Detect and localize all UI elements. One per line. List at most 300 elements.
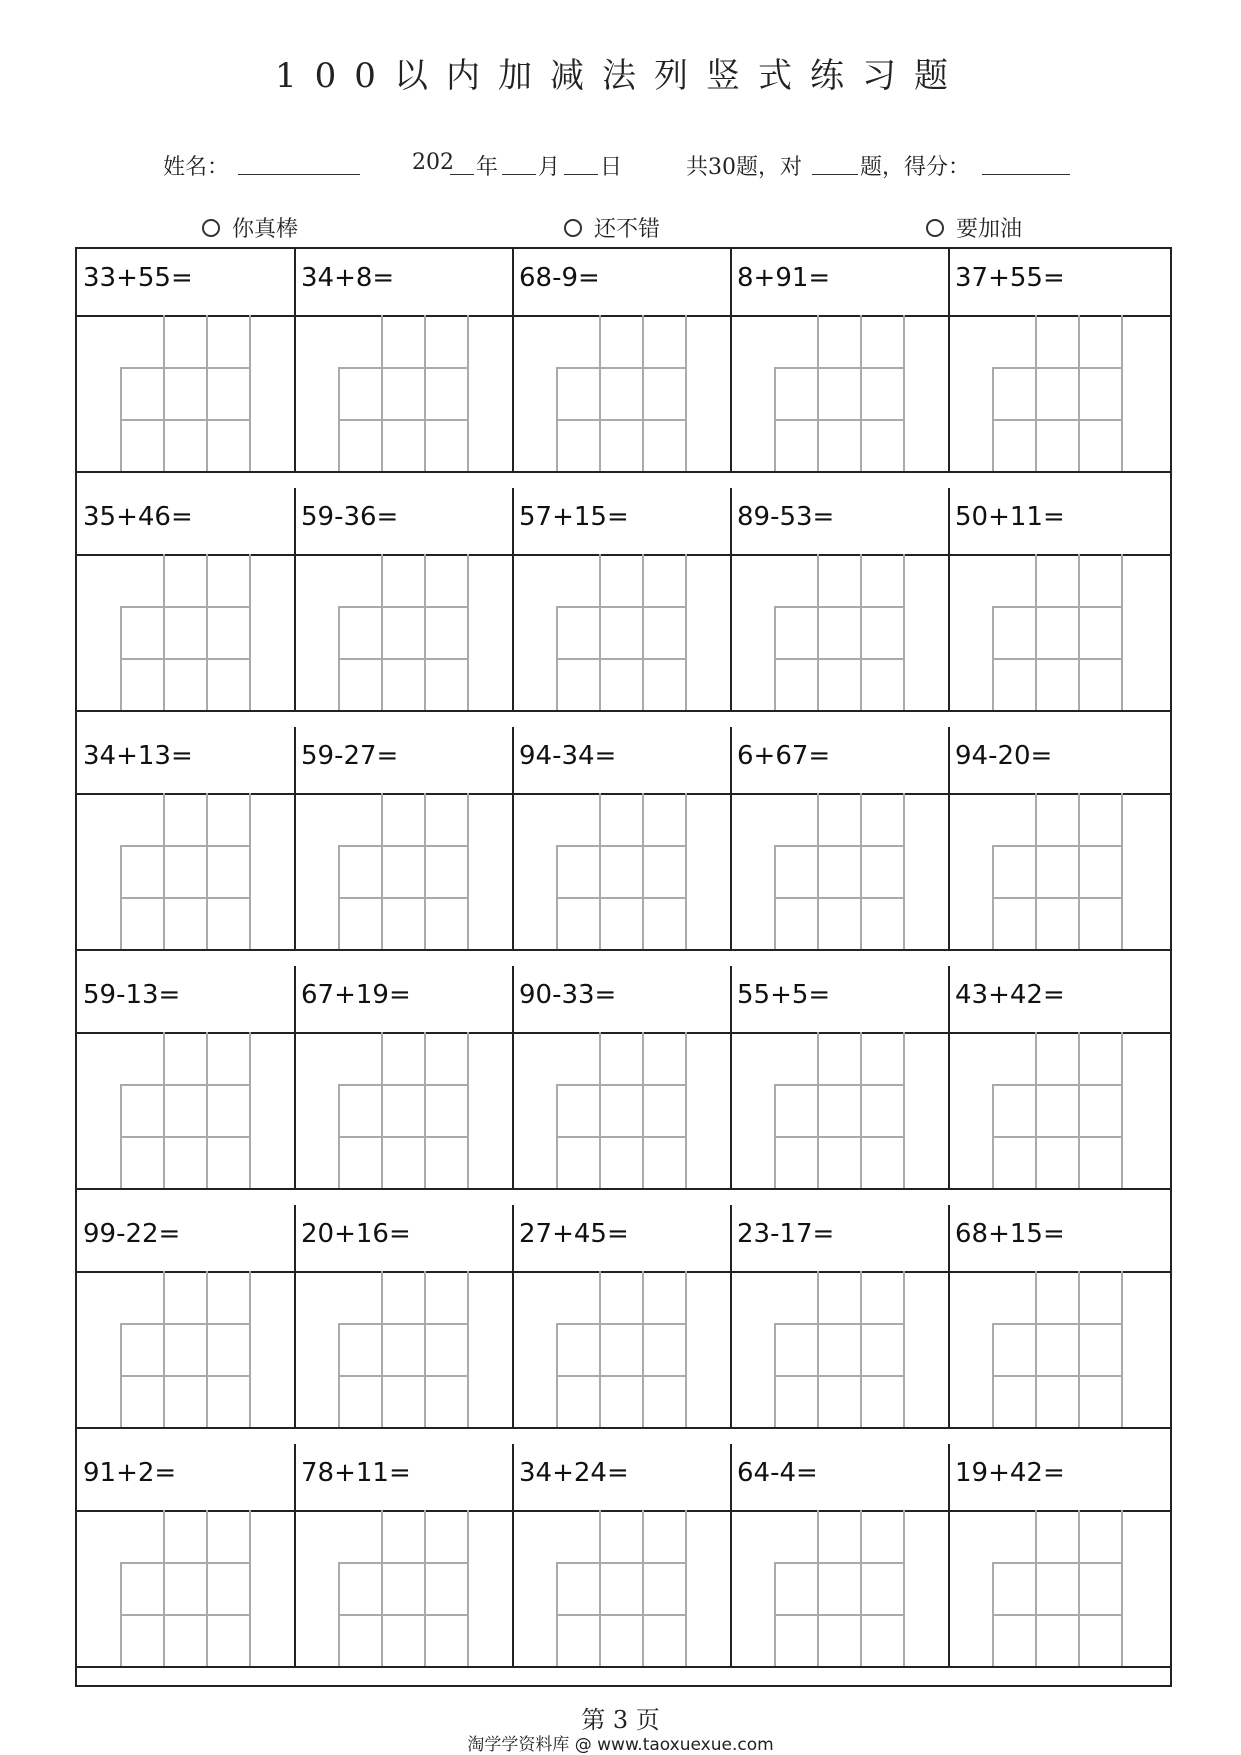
guide-line: [903, 315, 905, 471]
problem-cell: [295, 1205, 513, 1271]
vertical-calc-box[interactable]: [513, 1510, 731, 1666]
guide-line: [774, 606, 905, 608]
guide-line: [817, 1032, 819, 1188]
guide-line: [817, 554, 819, 710]
page-number: 第 3 页: [581, 1706, 660, 1734]
vertical-calc-box[interactable]: [731, 793, 949, 949]
guide-line: [163, 793, 165, 949]
column-divider: [294, 315, 296, 471]
year-label: 年: [476, 155, 499, 180]
guide-line: [424, 315, 426, 471]
guide-line: [1121, 1510, 1123, 1666]
problem-text: 67+19=: [301, 980, 411, 1010]
column-divider: [730, 488, 732, 554]
column-divider: [730, 1510, 732, 1666]
guide-line: [381, 1510, 383, 1666]
guide-line: [381, 554, 383, 710]
guide-line: [381, 315, 383, 471]
guide-line: [774, 1084, 905, 1086]
guide-line: [817, 1510, 819, 1666]
guide-line: [599, 1271, 601, 1427]
problem-text: 20+16=: [301, 1219, 411, 1249]
guide-line: [120, 658, 251, 660]
work-area-row: [77, 554, 1170, 712]
guide-line: [1121, 315, 1123, 471]
work-area-row: [77, 793, 1170, 951]
problem-label-row: [77, 249, 1170, 317]
problem-text: 90-33=: [519, 980, 617, 1010]
column-divider: [948, 1271, 950, 1427]
guide-line: [1121, 1032, 1123, 1188]
guide-line: [206, 793, 208, 949]
guide-line: [642, 315, 644, 471]
column-divider: [294, 488, 296, 554]
work-area-row: [77, 315, 1170, 473]
column-divider: [294, 1205, 296, 1271]
vertical-calc-box[interactable]: [949, 1510, 1170, 1666]
guide-line: [424, 1032, 426, 1188]
guide-line: [163, 1271, 165, 1427]
vertical-calc-box[interactable]: [77, 1271, 295, 1427]
guide-line: [467, 1271, 469, 1427]
column-divider: [294, 1444, 296, 1510]
guide-line: [556, 1375, 687, 1377]
guide-line: [120, 897, 251, 899]
column-divider: [512, 554, 514, 710]
column-divider: [730, 1444, 732, 1510]
guide-line: [381, 1032, 383, 1188]
vertical-calc-box[interactable]: [77, 1032, 295, 1188]
column-divider: [948, 966, 950, 1032]
guide-line: [1035, 315, 1037, 471]
rating-option-good[interactable]: 还不错: [564, 212, 660, 243]
guide-line: [1078, 1271, 1080, 1427]
vertical-calc-box[interactable]: [949, 1032, 1170, 1188]
guide-line: [903, 1271, 905, 1427]
column-divider: [730, 315, 732, 471]
guide-line: [1078, 793, 1080, 949]
problem-cell: [295, 249, 513, 315]
problem-text: 78+11=: [301, 1458, 411, 1488]
guide-line: [685, 1271, 687, 1427]
guide-line: [1035, 554, 1037, 710]
column-divider: [948, 488, 950, 554]
vertical-calc-box[interactable]: [77, 315, 295, 471]
guide-line: [556, 419, 687, 421]
guide-line: [556, 606, 687, 608]
guide-line: [992, 1614, 1123, 1616]
vertical-calc-box[interactable]: [295, 554, 513, 710]
day-blank: [564, 150, 598, 175]
problem-cell: [731, 1444, 949, 1510]
guide-line: [992, 658, 1123, 660]
guide-line: [599, 554, 601, 710]
work-area-row: [77, 1510, 1170, 1668]
column-divider: [948, 1444, 950, 1510]
guide-line: [338, 897, 469, 899]
guide-line: [163, 1032, 165, 1188]
vertical-calc-box[interactable]: [731, 1271, 949, 1427]
correct-blank: [812, 150, 858, 175]
month-label: 月: [538, 155, 561, 180]
guide-line: [556, 1562, 687, 1564]
column-divider: [948, 554, 950, 710]
guide-line: [249, 554, 251, 710]
problem-label-row: [77, 1444, 1170, 1512]
vertical-calc-box[interactable]: [513, 1032, 731, 1188]
column-divider: [730, 1205, 732, 1271]
guide-line: [992, 845, 1123, 847]
guide-line: [424, 1510, 426, 1666]
problem-cell: [295, 966, 513, 1032]
rating-option-great[interactable]: 你真棒: [202, 212, 298, 243]
page-title: 100以内加减法列竖式练习题: [275, 56, 966, 96]
guide-line: [860, 315, 862, 471]
guide-line: [338, 367, 469, 369]
problem-text: 33+55=: [83, 263, 193, 293]
problem-text: 68-9=: [519, 263, 600, 293]
guide-line: [992, 367, 1123, 369]
guide-line: [860, 1032, 862, 1188]
guide-line: [774, 367, 905, 369]
guide-line: [1078, 1032, 1080, 1188]
guide-line: [685, 315, 687, 471]
problem-row: [77, 1205, 1170, 1445]
guide-line: [685, 793, 687, 949]
problem-label-row: [77, 966, 1170, 1034]
column-divider: [512, 315, 514, 471]
guide-line: [120, 367, 251, 369]
guide-line: [206, 1271, 208, 1427]
guide-line: [249, 1510, 251, 1666]
name-blank: [238, 150, 360, 175]
work-area-row: [77, 1271, 1170, 1429]
column-divider: [948, 1205, 950, 1271]
vertical-calc-box[interactable]: [731, 315, 949, 471]
column-divider: [948, 315, 950, 471]
guide-line: [774, 1136, 905, 1138]
guide-line: [774, 419, 905, 421]
radio-circle-icon: [926, 219, 944, 237]
guide-line: [774, 1614, 905, 1616]
guide-line: [249, 1271, 251, 1427]
problem-text: 59-36=: [301, 502, 399, 532]
column-divider: [294, 793, 296, 949]
problem-cell: [295, 488, 513, 554]
problem-text: 57+15=: [519, 502, 629, 532]
guide-line: [338, 1323, 469, 1325]
vertical-calc-box[interactable]: [513, 1271, 731, 1427]
guide-line: [860, 793, 862, 949]
column-divider: [512, 1032, 514, 1188]
vertical-calc-box[interactable]: [731, 1032, 949, 1188]
guide-line: [685, 554, 687, 710]
month-blank: [502, 150, 536, 175]
guide-line: [467, 315, 469, 471]
guide-line: [774, 897, 905, 899]
name-label: 姓名：: [163, 155, 230, 180]
guide-line: [120, 1614, 251, 1616]
problem-text: 23-17=: [737, 1219, 835, 1249]
problem-text: 59-27=: [301, 741, 399, 771]
column-divider: [512, 488, 514, 554]
problem-cell: [949, 488, 1170, 554]
column-divider: [294, 249, 296, 315]
problem-label-row: [77, 727, 1170, 795]
vertical-calc-box[interactable]: [949, 1271, 1170, 1427]
guide-line: [163, 1510, 165, 1666]
problem-cell: [731, 488, 949, 554]
problem-row: [77, 488, 1170, 728]
guide-line: [338, 1562, 469, 1564]
problem-row: [77, 727, 1170, 967]
guide-line: [992, 606, 1123, 608]
guide-line: [903, 1032, 905, 1188]
guide-line: [774, 1562, 905, 1564]
guide-line: [903, 1510, 905, 1666]
guide-line: [903, 793, 905, 949]
guide-line: [206, 1032, 208, 1188]
vertical-calc-box[interactable]: [295, 1271, 513, 1427]
guide-line: [556, 367, 687, 369]
column-divider: [948, 793, 950, 949]
problem-text: 55+5=: [737, 980, 831, 1010]
problem-text: 99-22=: [83, 1219, 181, 1249]
guide-line: [467, 1032, 469, 1188]
guide-line: [556, 658, 687, 660]
guide-line: [992, 1084, 1123, 1086]
vertical-calc-box[interactable]: [295, 793, 513, 949]
guide-line: [774, 1375, 905, 1377]
column-divider: [294, 1510, 296, 1666]
guide-line: [467, 1510, 469, 1666]
column-divider: [948, 249, 950, 315]
problem-cell: [77, 488, 295, 554]
guide-line: [817, 315, 819, 471]
problem-text: 94-34=: [519, 741, 617, 771]
problem-cell: [77, 966, 295, 1032]
vertical-calc-box[interactable]: [949, 793, 1170, 949]
problem-text: 43+42=: [955, 980, 1065, 1010]
guide-line: [992, 419, 1123, 421]
day-label: 日: [600, 155, 623, 180]
column-divider: [512, 966, 514, 1032]
guide-line: [774, 845, 905, 847]
guide-line: [163, 315, 165, 471]
problem-cell: [513, 488, 731, 554]
problem-text: 94-20=: [955, 741, 1053, 771]
problem-cell: [731, 966, 949, 1032]
guide-line: [685, 1510, 687, 1666]
guide-line: [556, 845, 687, 847]
problem-cell: [77, 1205, 295, 1271]
problem-text: 91+2=: [83, 1458, 177, 1488]
column-divider: [730, 1271, 732, 1427]
guide-line: [556, 1136, 687, 1138]
column-divider: [294, 727, 296, 793]
column-divider: [730, 554, 732, 710]
column-divider: [948, 1510, 950, 1666]
vertical-calc-box[interactable]: [77, 793, 295, 949]
rating-option-try-harder[interactable]: 要加油: [926, 212, 1022, 243]
vertical-calc-box[interactable]: [513, 315, 731, 471]
guide-line: [860, 1510, 862, 1666]
guide-line: [992, 1375, 1123, 1377]
guide-line: [338, 1084, 469, 1086]
guide-line: [120, 419, 251, 421]
problem-cell: [77, 727, 295, 793]
column-divider: [948, 727, 950, 793]
column-divider: [512, 1271, 514, 1427]
problem-cell: [949, 966, 1170, 1032]
column-divider: [512, 1510, 514, 1666]
problem-cell: [949, 1444, 1170, 1510]
guide-line: [338, 1136, 469, 1138]
guide-line: [599, 793, 601, 949]
guide-line: [774, 1323, 905, 1325]
guide-line: [556, 1614, 687, 1616]
vertical-calc-box[interactable]: [949, 554, 1170, 710]
guide-line: [1078, 1510, 1080, 1666]
problem-cell: [513, 727, 731, 793]
guide-line: [1035, 793, 1037, 949]
guide-line: [1078, 554, 1080, 710]
column-divider: [730, 249, 732, 315]
radio-circle-icon: [564, 219, 582, 237]
guide-line: [642, 554, 644, 710]
guide-line: [120, 1136, 251, 1138]
guide-line: [120, 1375, 251, 1377]
guide-line: [685, 1032, 687, 1188]
guide-line: [642, 1032, 644, 1188]
guide-line: [992, 1136, 1123, 1138]
guide-line: [338, 1614, 469, 1616]
problem-cell: [949, 727, 1170, 793]
guide-line: [1035, 1510, 1037, 1666]
guide-line: [467, 793, 469, 949]
guide-line: [817, 793, 819, 949]
problem-cell: [513, 1205, 731, 1271]
vertical-calc-box[interactable]: [949, 315, 1170, 471]
guide-line: [381, 1271, 383, 1427]
guide-line: [249, 793, 251, 949]
watermark: 淘学学资料库 @ www.taoxuexue.com: [467, 1735, 774, 1755]
column-divider: [948, 1032, 950, 1188]
score-label: 题，得分：: [860, 155, 971, 180]
problem-cell: [949, 249, 1170, 315]
column-divider: [512, 793, 514, 949]
guide-line: [249, 315, 251, 471]
column-divider: [730, 793, 732, 949]
problem-cell: [513, 1444, 731, 1510]
guide-line: [599, 1032, 601, 1188]
problem-text: 35+46=: [83, 502, 193, 532]
radio-circle-icon: [202, 219, 220, 237]
guide-line: [381, 793, 383, 949]
vertical-calc-box[interactable]: [513, 793, 731, 949]
guide-line: [1035, 1032, 1037, 1188]
guide-line: [599, 1510, 601, 1666]
guide-line: [992, 1562, 1123, 1564]
guide-line: [338, 1375, 469, 1377]
vertical-calc-box[interactable]: [731, 1510, 949, 1666]
vertical-calc-box[interactable]: [295, 1510, 513, 1666]
guide-line: [774, 658, 905, 660]
vertical-calc-box[interactable]: [295, 315, 513, 471]
vertical-calc-box[interactable]: [295, 1032, 513, 1188]
problem-text: 19+42=: [955, 1458, 1065, 1488]
guide-line: [120, 1562, 251, 1564]
guide-line: [206, 554, 208, 710]
column-divider: [512, 1205, 514, 1271]
guide-line: [556, 897, 687, 899]
guide-line: [120, 845, 251, 847]
column-divider: [294, 1032, 296, 1188]
problem-text: 89-53=: [737, 502, 835, 532]
problem-cell: [77, 1444, 295, 1510]
guide-line: [642, 1271, 644, 1427]
guide-line: [860, 1271, 862, 1427]
problem-text: 8+91=: [737, 263, 831, 293]
problem-cell: [731, 249, 949, 315]
guide-line: [120, 1323, 251, 1325]
problem-cell: [513, 249, 731, 315]
problem-text: 59-13=: [83, 980, 181, 1010]
guide-line: [992, 897, 1123, 899]
problem-row: [77, 249, 1170, 489]
guide-line: [338, 845, 469, 847]
problem-text: 50+11=: [955, 502, 1065, 532]
guide-line: [338, 658, 469, 660]
guide-line: [249, 1032, 251, 1188]
column-divider: [730, 1032, 732, 1188]
guide-line: [817, 1271, 819, 1427]
guide-line: [424, 1271, 426, 1427]
score-blank: [982, 150, 1070, 175]
problem-cell: [77, 249, 295, 315]
guide-line: [1078, 315, 1080, 471]
problem-text: 64-4=: [737, 1458, 818, 1488]
vertical-calc-box[interactable]: [731, 554, 949, 710]
vertical-calc-box[interactable]: [77, 554, 295, 710]
vertical-calc-box[interactable]: [77, 1510, 295, 1666]
problem-label-row: [77, 1205, 1170, 1273]
guide-line: [1121, 1271, 1123, 1427]
guide-line: [860, 554, 862, 710]
vertical-calc-box[interactable]: [513, 554, 731, 710]
student-info-line: [0, 150, 1241, 190]
guide-line: [556, 1323, 687, 1325]
guide-line: [992, 1323, 1123, 1325]
year-blank: [450, 150, 474, 175]
column-divider: [512, 727, 514, 793]
column-divider: [512, 249, 514, 315]
problem-text: 6+67=: [737, 741, 831, 771]
problem-text: 34+13=: [83, 741, 193, 771]
guide-line: [642, 1510, 644, 1666]
guide-line: [206, 315, 208, 471]
problem-cell: [295, 1444, 513, 1510]
problem-cell: [513, 966, 731, 1032]
problem-row: [77, 1444, 1170, 1684]
year-prefix: 202: [412, 150, 454, 175]
guide-line: [424, 554, 426, 710]
problem-row: [77, 966, 1170, 1206]
guide-line: [120, 1084, 251, 1086]
guide-line: [467, 554, 469, 710]
guide-line: [338, 419, 469, 421]
problem-text: 34+8=: [301, 263, 395, 293]
